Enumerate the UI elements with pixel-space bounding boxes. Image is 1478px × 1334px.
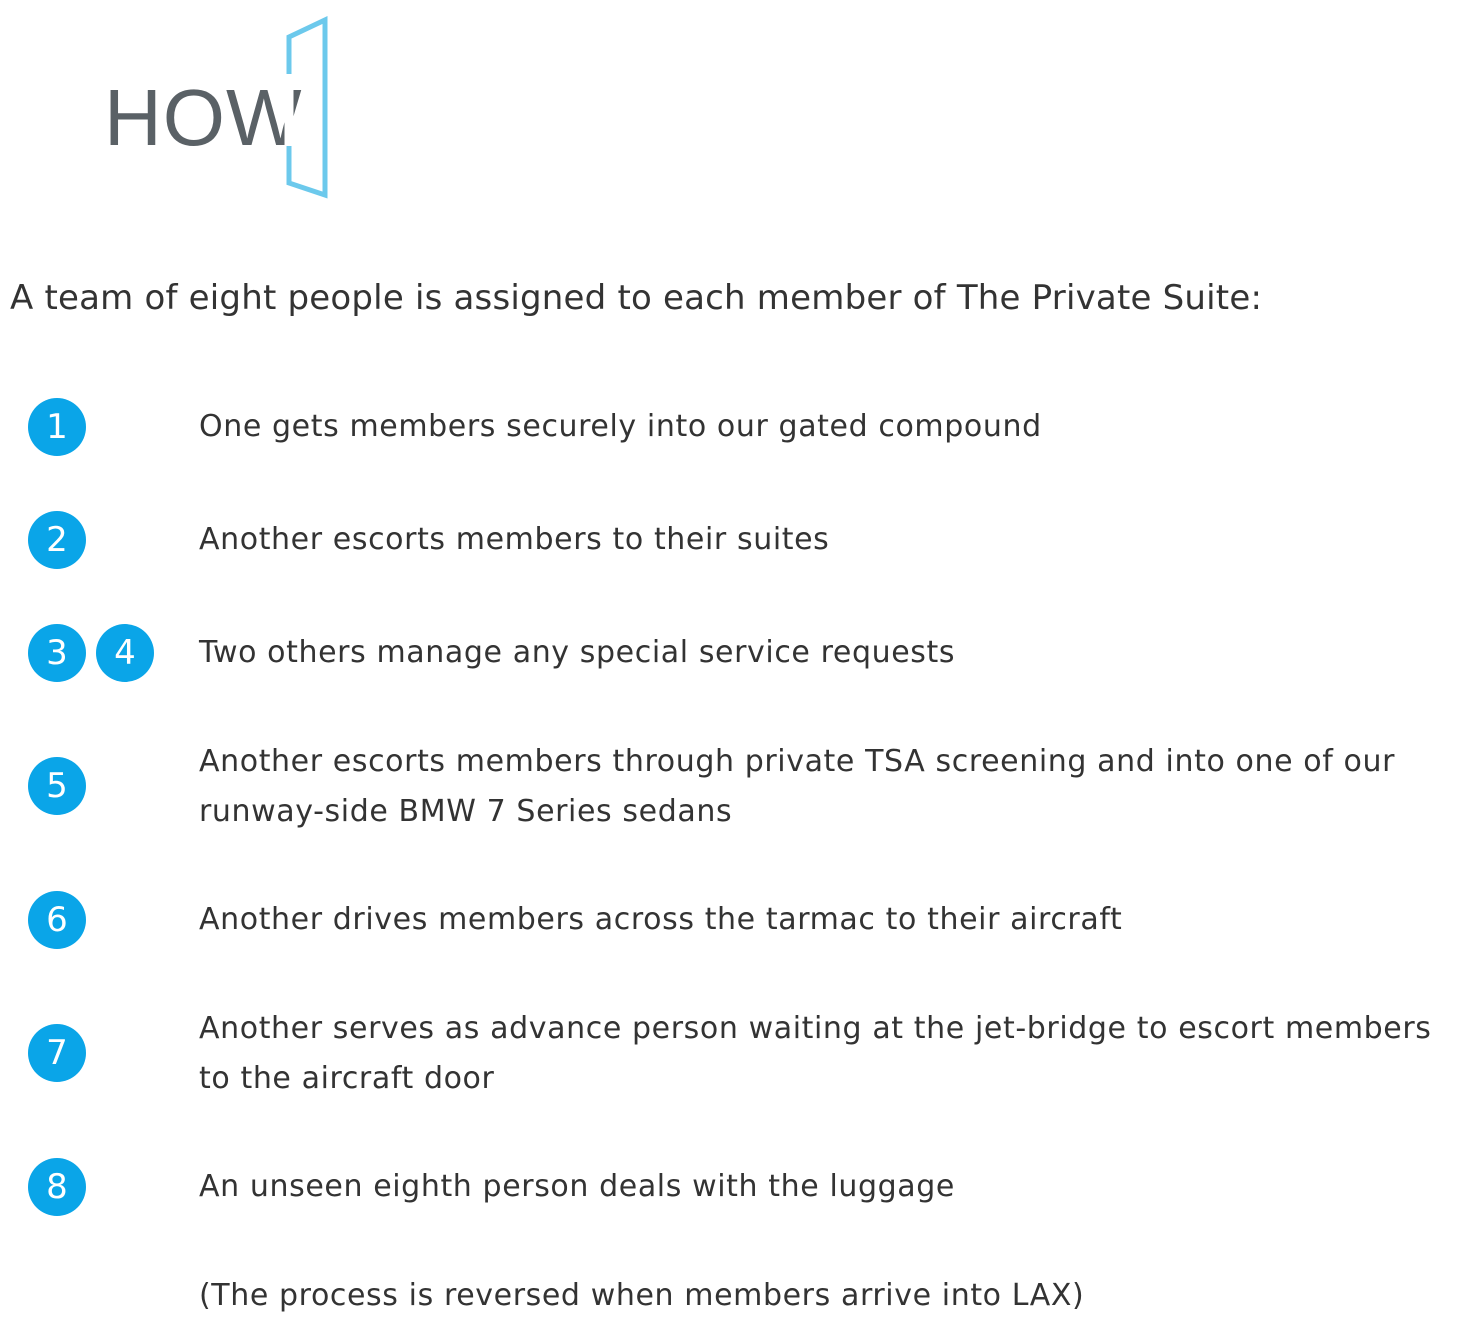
- how-logo: [100, 14, 340, 204]
- step-text: Two others manage any special service requests: [199, 635, 956, 670]
- step-badges: [28, 398, 86, 456]
- step-text: Another drives members across the tarmac to their aircraft: [199, 902, 1123, 937]
- step-badges: [28, 624, 154, 682]
- logo-text: HOW: [104, 73, 303, 162]
- step-badges: [28, 511, 86, 569]
- intro-heading: A team of eight people is assigned to each member of The Private Suite:: [10, 278, 1263, 318]
- step-text: Another escorts members to their suites: [199, 522, 830, 557]
- step-text: One gets members securely into our gated compound: [199, 409, 1042, 444]
- step-text: Another serves as advance person waiting at the jet-bridge to escort members to the aircraft door: [199, 1011, 1432, 1096]
- step-badges: [28, 1158, 86, 1216]
- step-text: Another escorts members through private TSA screening and into one of our runway-side BMW 7 Series sedans: [199, 744, 1396, 829]
- step-number-badge: 4: [96, 624, 154, 682]
- step-number-badge: 1: [28, 398, 86, 456]
- step-badges: [28, 757, 86, 815]
- step-badges: [28, 1024, 86, 1082]
- step-badges: [28, 891, 86, 949]
- step-number-badge: 6: [28, 891, 86, 949]
- step-number-badge: 5: [28, 757, 86, 815]
- step-text: An unseen eighth person deals with the luggage: [199, 1169, 955, 1204]
- door-outline-icon: [100, 14, 340, 204]
- step-number-badge: 3: [28, 624, 86, 682]
- footnote: (The process is reversed when members arrive into LAX): [199, 1278, 1085, 1313]
- step-number-badge: 8: [28, 1158, 86, 1216]
- step-number-badge: 2: [28, 511, 86, 569]
- step-number-badge: 7: [28, 1024, 86, 1082]
